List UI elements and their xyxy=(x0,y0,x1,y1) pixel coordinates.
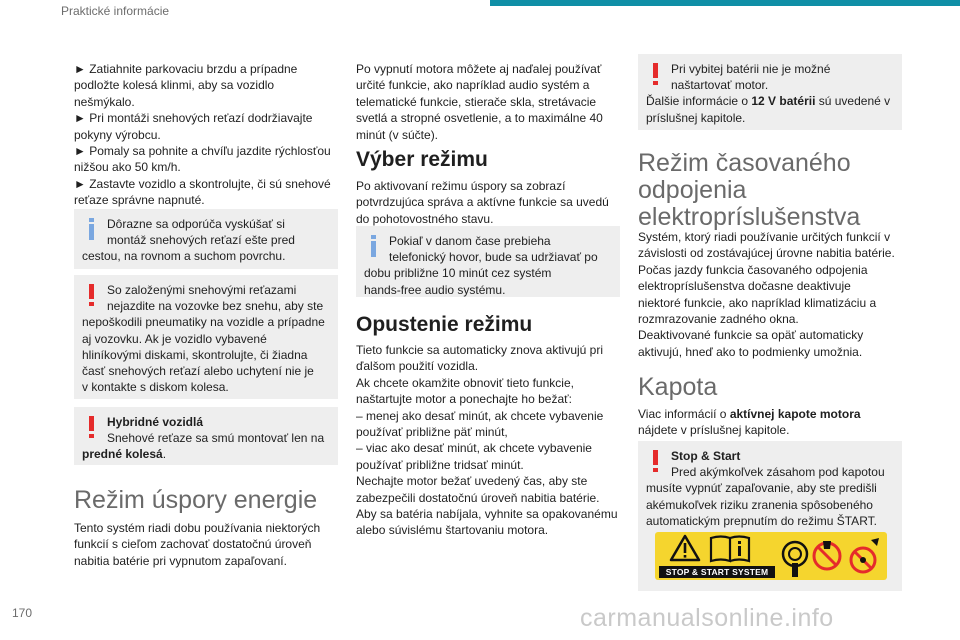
text-line: hands-free audio systému. xyxy=(364,282,506,297)
text-line: aktivujú, hneď ako to podmienky umožnia. xyxy=(638,344,863,359)
page-number: 170 xyxy=(12,606,33,620)
stop-start-warning-label xyxy=(655,532,887,580)
text-line: Po vypnutí motora môžete aj naďalej používať xyxy=(356,62,602,76)
text-line: v kontakte s diskom kolesa. xyxy=(82,380,229,395)
heading-line: elektropríslušenstva xyxy=(638,203,861,231)
text-line: Počas jazdy funkcia časovaného odpojenia xyxy=(638,262,868,277)
info-icon xyxy=(364,235,383,257)
text-line: Ak chcete okamžite obnoviť tieto funkcie, xyxy=(356,375,574,390)
text-line: zabezpečili dostatočnú úroveň nabitia batérie. xyxy=(356,490,600,505)
energy-saving-intro xyxy=(74,520,338,569)
heading-mode-select: Výber režimu xyxy=(356,148,488,171)
text-line: naštartujte motor a ponechajte ho bežať: xyxy=(356,392,572,407)
text-line: podložte kolesá klinmi, aby sa vozidlo xyxy=(74,78,275,93)
stop-start-label-text: STOP & START SYSTEM xyxy=(659,566,775,578)
mode-select-para xyxy=(356,178,620,227)
manual-book-icon xyxy=(711,537,749,562)
warning-box-battery xyxy=(638,54,902,130)
text-line: ► Zastavte vozidlo a skontrolujte, či sú snehové xyxy=(74,176,331,191)
text-line: nájdete v príslušnej kapitole. xyxy=(638,423,790,438)
text-line: do pohotovostného stavu. xyxy=(356,211,494,226)
bonnet-para xyxy=(638,406,902,439)
text-line: akémukoľvek riziku zranenia spôsobeného xyxy=(646,497,873,512)
warning-triangle-icon xyxy=(671,536,699,560)
text-line: montáž snehových reťazí ešte pred xyxy=(107,233,295,248)
text-line: nejazdite na vozovke bez snehu, aby ste xyxy=(107,299,324,314)
section-title: Praktické informácie xyxy=(61,4,170,18)
text-line: Pokiaľ v danom čase prebieha xyxy=(389,234,551,248)
text-line: hliníkovými diskami, skontrolujte, či žiadna xyxy=(82,347,308,362)
text-line: reťaze správne napnuté. xyxy=(74,193,205,208)
text-line: Deaktivované funkcie sa opäť automaticky xyxy=(638,328,864,343)
text-line: alebo súvislému štartovaniu motora. xyxy=(356,523,549,538)
text-line: minút (v súčte). xyxy=(356,127,439,142)
text-line: používať približne tridsať minút. xyxy=(356,457,524,472)
warning-box-stop-start xyxy=(638,441,902,591)
text-line: So založenými snehovými reťazami xyxy=(107,283,297,297)
engine-autostart-icon xyxy=(783,542,807,577)
text-line: ► Zatiahnite parkovaciu brzdu a prípadne xyxy=(74,62,298,76)
text-line: cestou, na rovnom a suchom povrchu. xyxy=(82,249,286,264)
warning-box-hybrid xyxy=(74,407,338,465)
text-line: používať približne päť minút, xyxy=(356,425,508,440)
text-line: časť snehových reťazí alebo uchytení nie je xyxy=(82,364,314,379)
text-line: – menej ako desať minút, ak chcete vybavenie xyxy=(356,408,604,423)
heading-line: Režim časovaného xyxy=(638,149,851,177)
heading-exit-mode: Opustenie režimu xyxy=(356,313,533,336)
text-line: ďalšom použití vozidla. xyxy=(356,359,479,374)
warning-icon xyxy=(646,63,665,85)
text-line: – viac ako desať minút, ak chcete vybavenie xyxy=(356,441,592,456)
text-line: Pri vybitej batérii nie je možné xyxy=(671,62,831,76)
text-line: Ďalšie informácie o 12 V batérii sú uvedené v xyxy=(646,94,891,109)
text-line: určité funkcie, ako napríklad audio systém a xyxy=(356,78,590,93)
warning-icon xyxy=(82,284,101,306)
text-line: Aby sa batéria nabíjala, vyhnite sa opakovanému xyxy=(356,507,618,522)
warning-box-no-snow xyxy=(74,275,338,399)
text-line: ► Pri montáži snehových reťazí dodržiavajte xyxy=(74,111,313,126)
snow-chain-steps xyxy=(74,61,338,209)
heading-line: odpojenia xyxy=(638,176,747,204)
text-line: aj vozovku. Ak je vozidlo vybavené xyxy=(82,331,267,346)
text-line: automatickým prepnutím do režimu ŠTART. xyxy=(646,513,877,528)
info-icon xyxy=(82,218,101,240)
text-line: dobu približne 10 minút cez systém xyxy=(364,266,552,281)
text-line: pokyny výrobcu. xyxy=(74,127,161,142)
no-hands-prohibited-icon xyxy=(814,541,840,569)
text-line: niektoré funkcie, ako napríklad klimatizáciu a xyxy=(638,295,877,310)
info-box-phone-call xyxy=(356,226,620,297)
exit-mode-para xyxy=(356,342,620,539)
text-line: príslušnej kapitole. xyxy=(646,110,746,125)
text-line: Systém, ktorý riadi používanie určitých funkcií v xyxy=(638,230,891,244)
text-line: Tieto funkcie sa automaticky znova aktivujú pri xyxy=(356,343,604,357)
load-shedding-para xyxy=(638,229,902,360)
info-box-practice xyxy=(74,209,338,269)
text-line: svetlá a stropné osvetlenie, a to maximálne 40 xyxy=(356,111,603,126)
text-line: ► Pomaly sa pohnite a chvíľu jazdite rýchlosťou xyxy=(74,144,331,159)
text-line: funkcií s cieľom zachovať dostatočnú úroveň xyxy=(74,537,312,552)
text-line: nešmýkalo. xyxy=(74,94,135,109)
text-line: telefonický hovor, bude sa udržiavať po xyxy=(389,250,598,265)
heading-energy-saving: Režim úspory energie xyxy=(74,486,318,514)
text-line: Po aktivovaní režimu úspory sa zobrazí xyxy=(356,179,566,193)
box-title: Hybridné vozidlá xyxy=(107,415,204,429)
heading-load-shedding xyxy=(638,150,902,231)
header-accent-bar xyxy=(490,0,960,6)
text-line: Tento systém riadi dobu používania niektorých xyxy=(74,521,321,535)
text-line: Pred akýmkoľvek zásahom pod kapotou xyxy=(671,465,885,480)
text-line: Dôrazne sa odporúča vyskúšať si xyxy=(107,217,285,231)
heading-bonnet: Kapota xyxy=(638,373,718,401)
text-line: telematické funkcie, stierače skla, stretávacie xyxy=(356,94,597,109)
text-line: rozmrazovanie zadného okna. xyxy=(638,312,799,327)
text-line: nabitia batérie pri vypnutom zapaľovaní. xyxy=(74,553,287,568)
text-line: Nechajte motor bežať uvedený čas, aby ste xyxy=(356,474,588,489)
text-line: Snehové reťaze sa smú montovať len na xyxy=(107,431,325,446)
text-line: nepoškodili pneumatiky na vozidle a prípadne xyxy=(82,315,325,330)
text-line: predné kolesá. xyxy=(82,447,167,462)
text-line: nižšou ako 50 km/h. xyxy=(74,160,181,175)
text-line: musíte vypnúť zapaľovanie, aby ste predišli xyxy=(646,481,877,496)
energy-saving-para xyxy=(356,61,620,143)
text-line: naštartovať motor. xyxy=(671,78,769,93)
text-line: elektropríslušenstva dočasne deaktivuje xyxy=(638,279,851,294)
warning-icon xyxy=(646,450,665,472)
watermark: carmanualsonline.info xyxy=(580,604,834,632)
fan-prohibited-icon xyxy=(851,538,879,572)
text-line: závislosti od zostávajúcej úrovne nabitia batérie. xyxy=(638,246,895,261)
text-line: Viac informácií o aktívnej kapote motora xyxy=(638,407,861,421)
text-line: potvrdzujúca správa a aktívne funkcie sa uvedú xyxy=(356,195,609,210)
box-title: Stop & Start xyxy=(671,449,741,463)
warning-icon xyxy=(82,416,101,438)
